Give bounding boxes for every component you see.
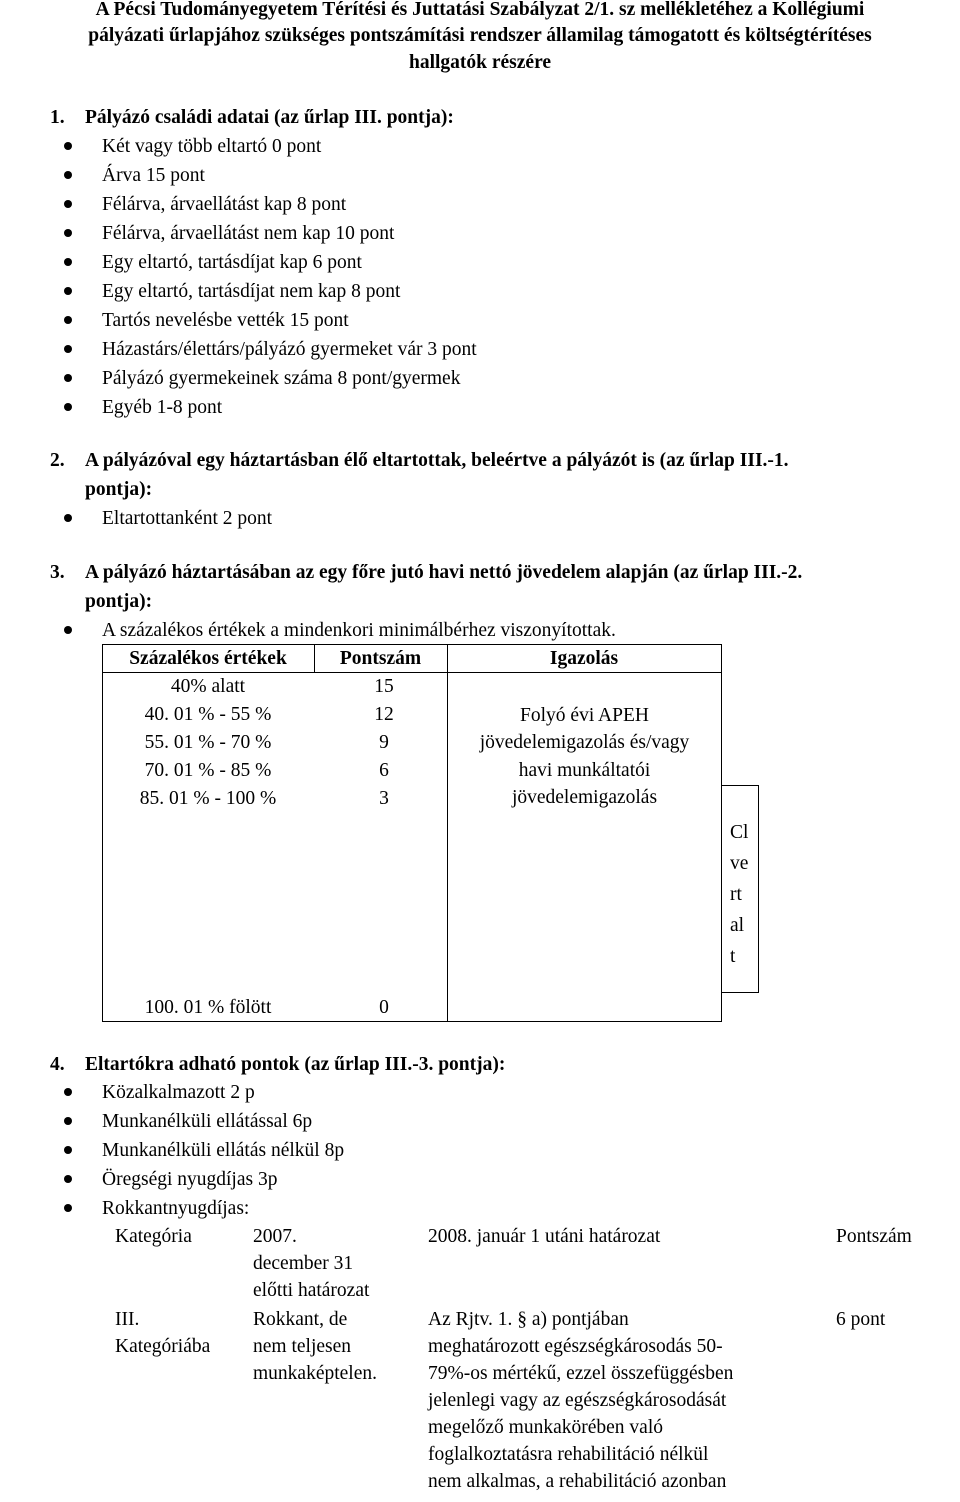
table-cell: 9 bbox=[379, 732, 389, 753]
section-3-title-cont: pontja): bbox=[85, 591, 153, 612]
table-cell: Kategóriába bbox=[115, 1336, 211, 1357]
section-2-heading bbox=[50, 446, 789, 504]
table-header: Pontszám bbox=[836, 1226, 912, 1247]
table-header: Százalékos értékek bbox=[129, 648, 287, 669]
document-title-line-3: hallgatók részére bbox=[408, 52, 552, 73]
section-2-title: A pályázóval egy háztartásban élő eltartottak, beleértve a pályázót is (az űrlap III.-1. bbox=[85, 450, 789, 471]
section-4-title: Eltartókra adható pontok (az űrlap III.-3. pontja): bbox=[85, 1054, 506, 1075]
bullet-icon bbox=[64, 374, 72, 382]
bullet-icon bbox=[64, 1204, 72, 1212]
table-cell: megelőző munkakörében való bbox=[428, 1417, 663, 1438]
section-1-heading bbox=[50, 103, 454, 132]
bullet-icon bbox=[64, 626, 72, 634]
table-cell: 40. 01 % - 55 % bbox=[144, 704, 272, 725]
bullet-icon bbox=[64, 345, 72, 353]
table-cell: 70. 01 % - 85 % bbox=[144, 760, 272, 781]
table-cell: 15 bbox=[374, 676, 394, 697]
bullet-icon bbox=[64, 1117, 72, 1125]
section-1-title: Pályázó családi adatai (az űrlap III. pontja): bbox=[85, 107, 454, 128]
section-3-heading bbox=[50, 558, 802, 616]
table-cell: 55. 01 % - 70 % bbox=[144, 732, 272, 753]
table-header: december 31 bbox=[253, 1253, 354, 1274]
table-cell: 0 bbox=[379, 997, 389, 1018]
table-cell: Rokkant, de bbox=[253, 1309, 348, 1330]
table-cell: foglalkoztatásra rehabilitáció nélkül bbox=[428, 1444, 709, 1465]
table-cell: jelenlegi vagy az egészségkárosodását bbox=[428, 1390, 727, 1411]
side-box-text: ve bbox=[730, 853, 749, 874]
table-cell: 85. 01 % - 100 % bbox=[139, 788, 277, 809]
section-3-number: 3. bbox=[50, 562, 65, 583]
bullet-icon bbox=[64, 403, 72, 411]
table-cell: Az Rjtv. 1. § a) pontjában bbox=[428, 1309, 629, 1330]
bullet-icon bbox=[64, 142, 72, 150]
table-cell: 12 bbox=[374, 704, 394, 725]
bullet-icon bbox=[64, 171, 72, 179]
section-4-heading bbox=[50, 1050, 505, 1079]
bullet-icon bbox=[64, 1088, 72, 1096]
side-box-text: al bbox=[730, 915, 745, 936]
table-header: előtti határozat bbox=[253, 1280, 370, 1301]
section-3-title: A pályázó háztartásában az egy főre jutó havi nettó jövedelem alapján (az űrlap III.-2. bbox=[85, 562, 803, 583]
proof-text: havi munkáltatói bbox=[518, 760, 651, 781]
table-cell: 6 pont bbox=[836, 1309, 886, 1330]
table-cell: 100. 01 % fölött bbox=[144, 997, 272, 1018]
bullet-icon bbox=[64, 514, 72, 522]
table-header: 2007. bbox=[253, 1226, 297, 1247]
bullet-icon bbox=[64, 258, 72, 266]
table-cell: meghatározott egészségkárosodás 50- bbox=[428, 1336, 723, 1357]
section-1-number: 1. bbox=[50, 107, 65, 128]
table-cell: 3 bbox=[379, 788, 389, 809]
table-cell: 6 bbox=[379, 760, 389, 781]
proof-text: jövedelemigazolás és/vagy bbox=[479, 732, 690, 753]
table-header: Pontszám bbox=[339, 648, 422, 669]
side-box-text: Cl bbox=[730, 822, 749, 843]
bullet-icon bbox=[64, 287, 72, 295]
proof-text: jövedelemigazolás bbox=[511, 787, 658, 808]
side-box-text: t bbox=[730, 946, 736, 967]
section-4-number: 4. bbox=[50, 1054, 65, 1075]
bullet-icon bbox=[64, 229, 72, 237]
table-header: 2008. január 1 utáni határozat bbox=[428, 1226, 661, 1247]
bullet-icon bbox=[64, 1175, 72, 1183]
document-title-line-2: pályázati űrlapjához szükséges pontszámítási rendszer államilag támogatott és költségtérítéses bbox=[88, 25, 872, 46]
table-cell: nem alkalmas, a rehabilitáció azonban bbox=[428, 1471, 727, 1492]
proof-text: Folyó évi APEH bbox=[520, 705, 649, 726]
bullet-icon bbox=[64, 316, 72, 324]
section-2-number: 2. bbox=[50, 450, 65, 471]
bullet-icon bbox=[64, 200, 72, 208]
bullet-icon bbox=[64, 1146, 72, 1154]
table-header: Kategória bbox=[115, 1226, 192, 1247]
side-box-text: rt bbox=[730, 884, 742, 905]
table-cell: munkaképtelen. bbox=[253, 1363, 377, 1384]
table-cell: 79%-os mértékű, ezzel összefüggésben bbox=[428, 1363, 734, 1384]
document-title-line-1: A Pécsi Tudományegyetem Térítési és Juttatási Szabályzat 2/1. sz mellékletéhez a Kollégiumi bbox=[95, 0, 865, 20]
table-header: Igazolás bbox=[549, 648, 619, 669]
section-2-title-cont: pontja): bbox=[85, 479, 153, 500]
table-cell: 40% alatt bbox=[170, 676, 246, 697]
table-cell: III. bbox=[115, 1309, 140, 1330]
table-cell: nem teljesen bbox=[253, 1336, 352, 1357]
